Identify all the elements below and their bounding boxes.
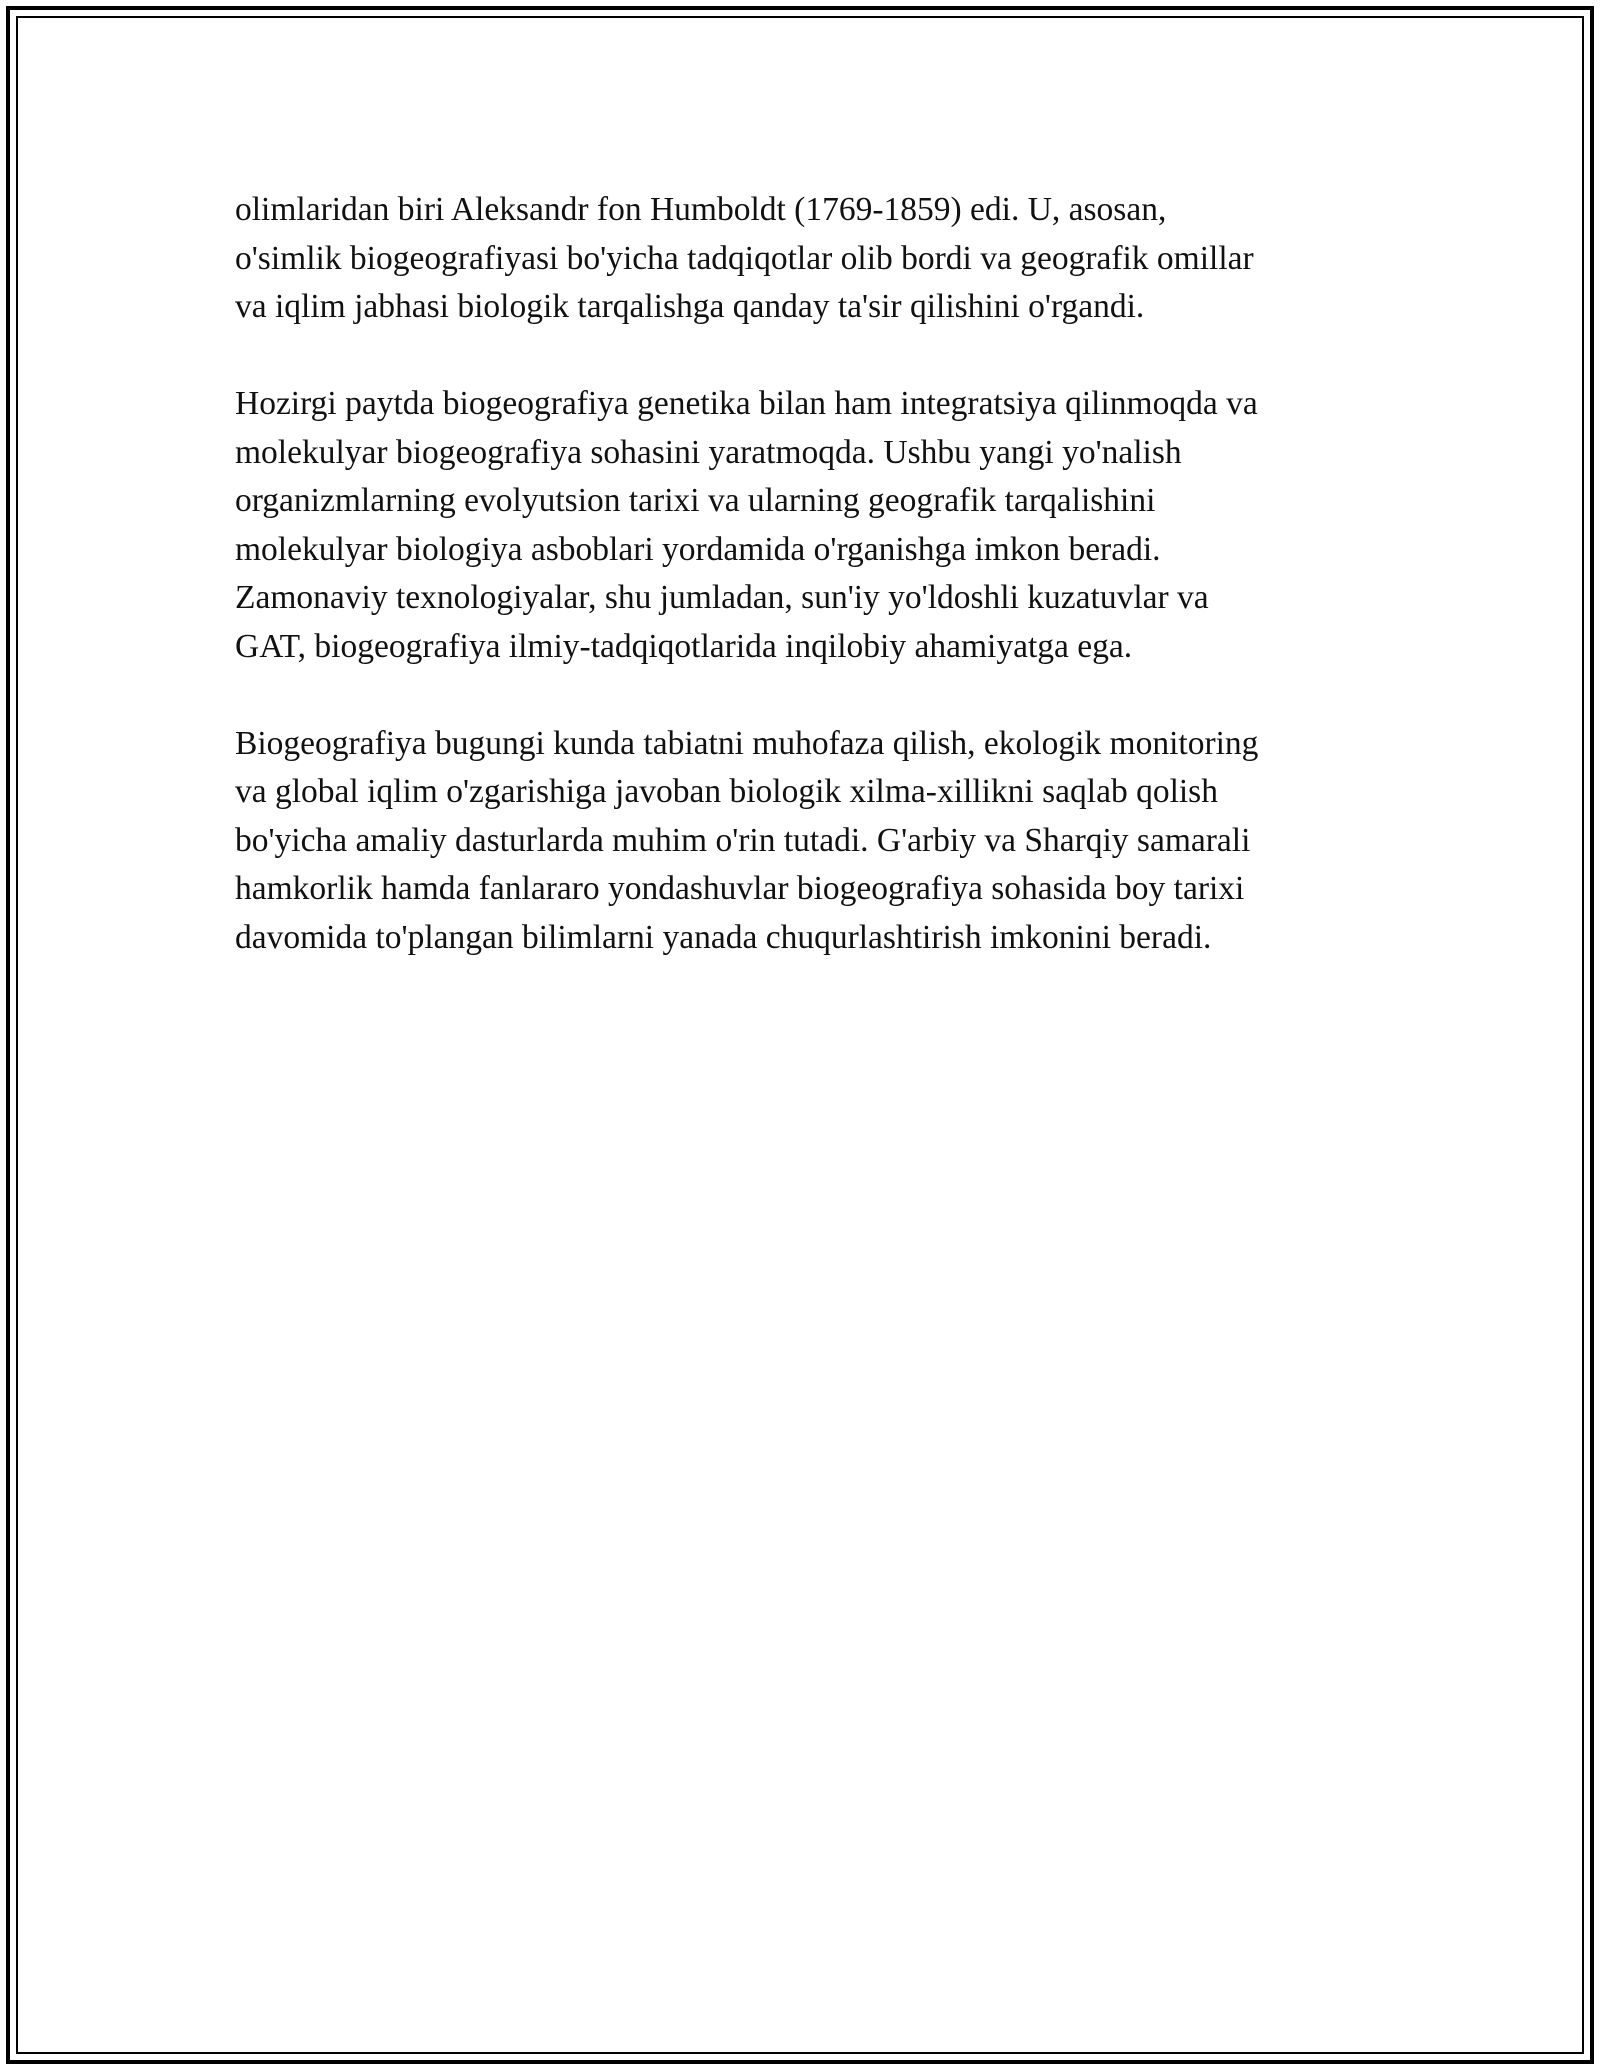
text-line: o'simlik biogeografiyasi bo'yicha tadqiqotlar olib bordi va geografik omillar	[235, 239, 1254, 277]
text-line: GAT, biogeografiya ilmiy-tadqiqotlarida inqilobiy ahamiyatga ega.	[235, 627, 1133, 665]
paragraph-humboldt	[235, 186, 1365, 332]
text-line: bo'yicha amaliy dasturlarda muhim o'rin tutadi. G'arbiy va Sharqiy samarali	[235, 821, 1251, 859]
text-line: organizmlarning evolyutsion tarixi va ularning geografik tarqalishini	[235, 482, 1156, 519]
text-line: hamkorlik hamda fanlararo yondashuvlar biogeografiya sohasida boy tarixi	[235, 870, 1245, 907]
document-body	[235, 186, 1365, 1011]
text-line: Biogeografiya bugungi kunda tabiatni muhofaza qilish, ekologik monitoring	[235, 724, 1259, 762]
text-line: olimlaridan biri Aleksandr fon Humboldt (1769-1859) edi. U, asosan,	[235, 191, 1167, 228]
text-line: va global iqlim o'zgarishiga javoban biologik xilma-xillikni saqlab qolish	[235, 773, 1218, 810]
paragraph-applications	[235, 720, 1365, 963]
text-line: davomida to'plangan bilimlarni yanada chuqurlashtirish imkonini beradi.	[235, 918, 1212, 956]
text-line: Hozirgi paytda biogeografiya genetika bilan ham integratsiya qilinmoqda va	[235, 385, 1258, 422]
paragraph-molecular-biogeography	[235, 380, 1365, 671]
text-line: va iqlim jabhasi biologik tarqalishga qanday ta'sir qilishini o'rgandi.	[235, 288, 1145, 325]
text-line: molekulyar biogeografiya sohasini yaratmoqda. Ushbu yangi yo'nalish	[235, 433, 1182, 471]
text-line: Zamonaviy texnologiyalar, shu jumladan, sun'iy yo'ldoshli kuzatuvlar va	[235, 579, 1209, 616]
text-line: molekulyar biologiya asboblari yordamida o'rganishga imkon beradi.	[235, 530, 1161, 568]
